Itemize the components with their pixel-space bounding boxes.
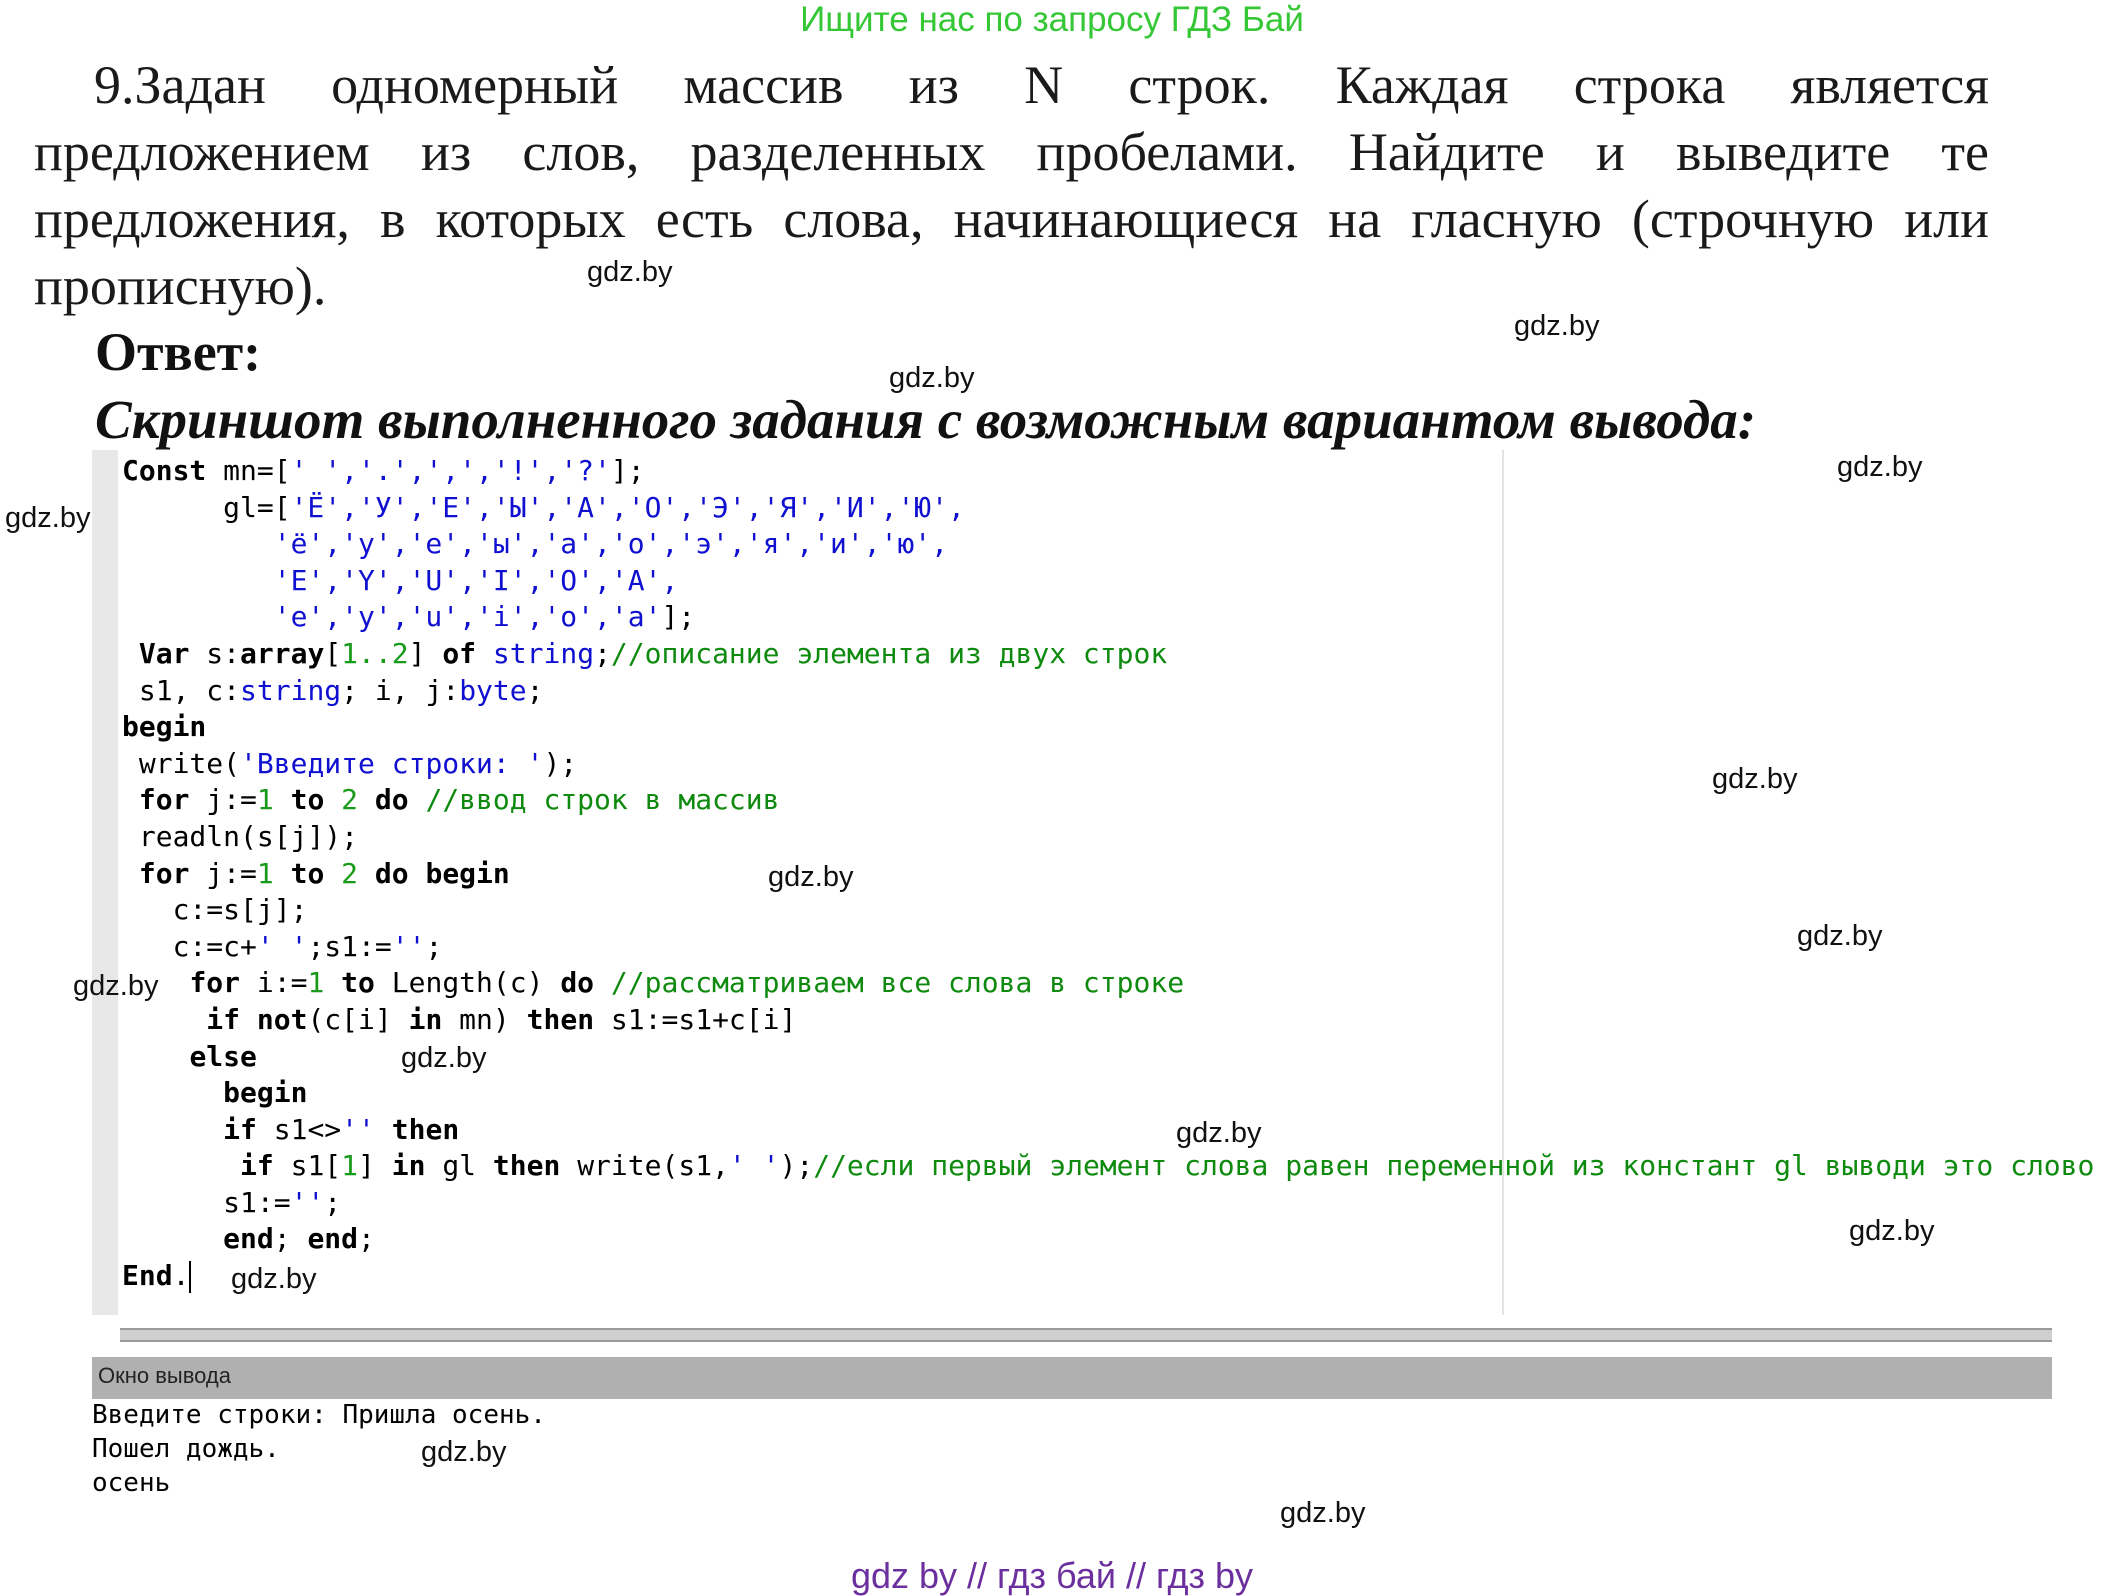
watermark: gdz.by	[231, 1263, 317, 1295]
code-token	[122, 1149, 240, 1182]
code-token: 1	[256, 856, 274, 890]
code-token	[122, 1040, 189, 1073]
code-token: c:=s[j];	[122, 893, 308, 927]
code-token	[240, 1003, 257, 1036]
editor-gutter	[92, 450, 118, 1315]
code-token	[409, 857, 426, 890]
code-token	[476, 637, 493, 670]
code-token: ;	[358, 1222, 375, 1256]
code-token: ];	[661, 600, 696, 634]
code-token: ;	[594, 636, 611, 670]
code-token: to	[290, 783, 325, 817]
code-token: Const	[122, 454, 207, 487]
code-token: ''	[341, 1112, 375, 1146]
code-token	[324, 783, 341, 816]
text-cursor	[189, 1261, 191, 1293]
code-token: End	[122, 1259, 173, 1293]
code-token: s1, c:	[122, 673, 241, 707]
footer-links: gdz by // гдз бай // гдз by	[850, 1555, 1254, 1596]
code-token: begin	[223, 1076, 308, 1110]
code-token: string	[240, 673, 342, 707]
code-token	[122, 1076, 223, 1109]
code-token: ]	[408, 636, 443, 670]
watermark: gdz.by	[1837, 451, 1923, 483]
code-token: j:=	[189, 783, 257, 817]
code-token: 1	[341, 1149, 359, 1183]
watermark: gdz.by	[1712, 763, 1798, 795]
code-token	[122, 600, 274, 633]
code-comment: //ввод строк в массив	[425, 783, 780, 817]
code-token: do	[374, 856, 409, 890]
code-token: 1	[307, 966, 325, 1000]
watermark: gdz.by	[1176, 1117, 1262, 1149]
code-token: then	[526, 1002, 595, 1036]
output-window-title: Окно вывода	[98, 1363, 231, 1388]
code-token: not	[256, 1002, 308, 1036]
code-token: ' '	[256, 929, 308, 963]
code-token	[274, 783, 291, 816]
task-line: 9.Задан одномерный массив из N строк. Каждая строка является	[94, 55, 1989, 115]
code-token: s1[	[273, 1149, 342, 1183]
code-token	[594, 966, 611, 999]
answer-heading: Ответ:	[95, 322, 262, 382]
task-line: предложения, в которых есть слова, начинающиеся на гласную (строчную или	[34, 189, 1989, 249]
code-token: ;	[273, 1222, 308, 1256]
code-token: for	[189, 966, 241, 1000]
code-token: ;	[526, 673, 544, 707]
code-token: ]	[358, 1149, 392, 1183]
code-token: ];	[610, 454, 645, 487]
code-token	[122, 564, 274, 597]
task-line: прописную).	[34, 256, 327, 316]
code-token: to	[341, 966, 375, 1000]
code-token: of	[442, 636, 477, 670]
code-token: for	[122, 856, 190, 890]
code-token: c:=c+	[122, 929, 257, 963]
code-token: 1	[256, 783, 274, 817]
code-token: begin	[425, 856, 510, 890]
code-token: end	[307, 1222, 359, 1256]
code-token: byte	[459, 673, 527, 707]
watermark: gdz.by	[401, 1042, 487, 1074]
watermark: gdz.by	[1514, 310, 1600, 342]
code-comment: //если первый элемент слова равен переменной из констант gl выводи это слово	[813, 1149, 2095, 1183]
code-token: do	[374, 783, 409, 817]
code-token: if	[240, 1149, 274, 1183]
code-token: [	[324, 636, 342, 670]
code-token: do	[560, 966, 595, 1000]
code-token	[324, 966, 341, 999]
code-token: begin	[122, 710, 207, 744]
code-comment: //описание элемента из двух строк	[610, 636, 1168, 670]
code-token: Length(c)	[374, 966, 561, 1000]
code-token	[122, 1113, 223, 1146]
code-token: mn)	[442, 1002, 527, 1036]
code-token: ; i, j:	[341, 673, 460, 707]
code-token: string	[492, 636, 595, 670]
code-token: 2	[341, 856, 359, 890]
watermark: gdz.by	[587, 256, 673, 288]
code-token: 'Ё','У','Е','Ы','А','О','Э','Я','И','Ю',	[290, 490, 965, 524]
code-token: to	[290, 856, 325, 890]
code-token: 'E','Y','U','I','O','A',	[273, 563, 679, 597]
code-token	[274, 857, 291, 890]
code-token: then	[492, 1149, 561, 1183]
watermark: gdz.by	[768, 861, 854, 893]
code-token: gl	[425, 1149, 493, 1183]
code-token: in	[408, 1002, 443, 1036]
code-token: in	[391, 1149, 426, 1183]
code-token	[324, 857, 341, 890]
panel-splitter[interactable]	[120, 1328, 2052, 1342]
code-token: );	[779, 1149, 814, 1183]
watermark: gdz.by	[1280, 1497, 1366, 1529]
code-token: write(	[122, 746, 241, 780]
watermark: gdz.by	[5, 502, 91, 534]
code-token: mn=[	[206, 454, 291, 487]
code-token: );	[543, 746, 578, 780]
code-token: write(s1,	[560, 1149, 729, 1183]
watermark: gdz.by	[421, 1436, 507, 1468]
code-token: s:	[189, 636, 241, 670]
task-statement	[34, 52, 1989, 320]
code-token: ' '	[728, 1149, 780, 1183]
code-token	[409, 783, 426, 816]
code-token: i:=	[240, 966, 308, 1000]
code-token: j:=	[189, 856, 257, 890]
code-token	[375, 1113, 392, 1146]
code-token: (c[i]	[307, 1002, 409, 1036]
code-token: else	[189, 1039, 257, 1073]
code-token: end	[223, 1222, 274, 1256]
code-token: 2	[341, 783, 359, 817]
code-token: .	[172, 1259, 190, 1293]
code-token: ;	[425, 929, 443, 963]
code-token: gl=[	[122, 490, 291, 524]
code-token: ''	[391, 929, 426, 963]
task-line: предложением из слов, разделенных пробелами. Найдите и выведите те	[34, 122, 1989, 182]
watermark: gdz.by	[1849, 1215, 1935, 1247]
code-token: s1:=s1+c[i]	[594, 1002, 797, 1036]
code-token: 1..2	[341, 636, 409, 670]
code-token	[122, 1003, 206, 1036]
code-token: if	[206, 1002, 241, 1036]
screenshot-caption: Скриншот выполненного задания с возможным вариантом вывода:	[95, 389, 1757, 450]
code-token: 'Введите строки: '	[240, 746, 544, 780]
code-token: if	[223, 1112, 257, 1146]
watermark: gdz.by	[889, 362, 975, 394]
code-token	[358, 857, 375, 890]
code-token	[122, 1222, 223, 1255]
code-comment: //рассматриваем все слова в строке	[610, 966, 1185, 1000]
code-token: then	[391, 1112, 460, 1146]
top-banner: Ищите нас по запросу ГДЗ Бай	[800, 0, 1304, 39]
code-token: s1:=	[122, 1185, 291, 1219]
code-token: ' ','.',',','!','?'	[290, 454, 611, 487]
code-token: array	[240, 636, 325, 670]
output-window-header	[92, 1357, 2052, 1399]
code-token: ''	[290, 1185, 325, 1219]
code-token: 'e','y','u','i','o','a'	[273, 600, 662, 634]
code-token: Var	[122, 636, 190, 670]
code-token: ;s1:=	[307, 929, 392, 963]
watermark: gdz.by	[1797, 920, 1883, 952]
code-token: readln(s[j]);	[122, 819, 359, 853]
output-window-text[interactable]: Введите строки: Пришла осень. Пошел дождь. осень	[92, 1400, 546, 1498]
code-token: for	[122, 783, 190, 817]
code-editor[interactable]	[92, 450, 2095, 1315]
code-token: ;	[324, 1185, 342, 1219]
code-token	[122, 527, 274, 560]
code-text[interactable]	[122, 453, 2094, 1295]
code-token	[358, 783, 375, 816]
code-token: s1<>	[256, 1112, 342, 1146]
code-token: 'ё','у','е','ы','а','о','э','я','и','ю',	[273, 527, 949, 561]
watermark: gdz.by	[73, 970, 159, 1002]
